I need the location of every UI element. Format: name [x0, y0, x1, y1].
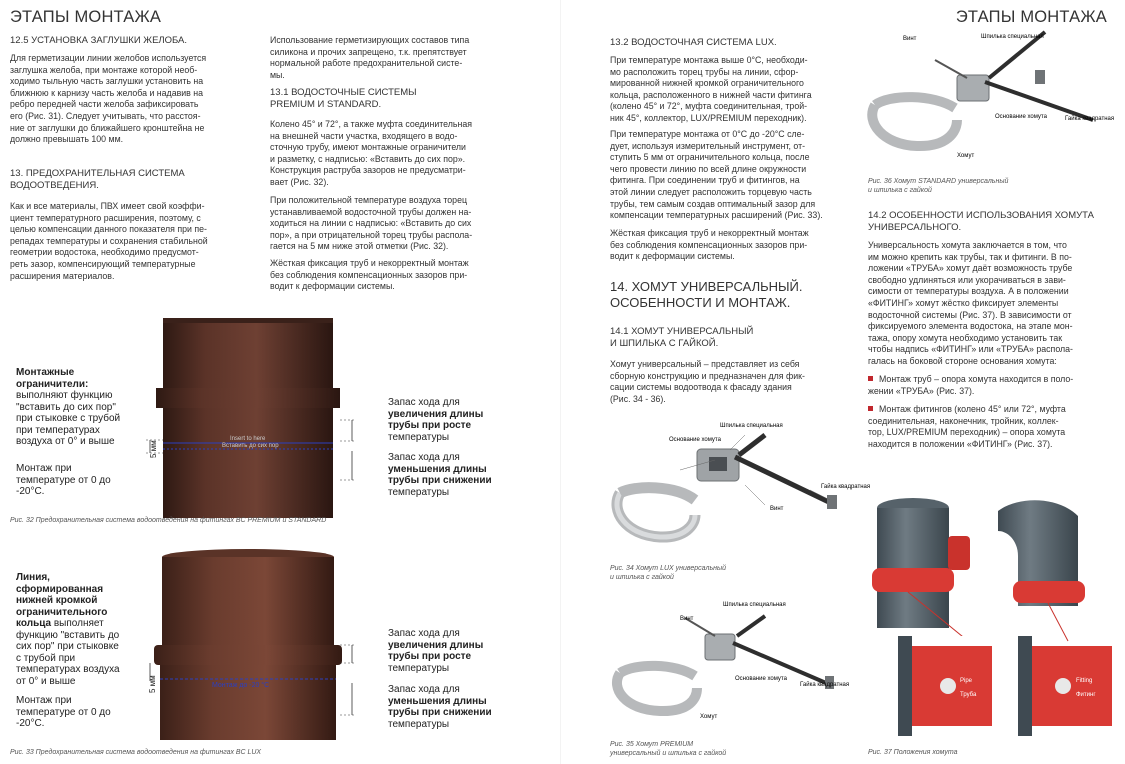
label-fitting-en: Fitting [1076, 678, 1093, 684]
para-13-1-c: Жёсткая фиксация труб и некорректный монтаж без соблюдения компенсационных зазоров при- водит к деформации системы. [270, 258, 469, 292]
clamp-base [957, 75, 989, 101]
clamp-ring [872, 105, 957, 146]
fitting-upper-body [163, 318, 333, 388]
heading-14-2: 14.2 ОСОБЕННОСТИ ИСПОЛЬЗОВАНИЯ ХОМУТА УНИВЕРСАЛЬНОГО. [868, 210, 1094, 233]
pipe-body [160, 665, 336, 740]
fig32-caption: Рис. 32 Предохранительная система водоотведения на фитингах ВС PREMIUM и STANDARD [10, 517, 327, 524]
label-screw: Винт [770, 506, 784, 512]
label-clamp: Хомут [957, 153, 975, 159]
para-14-1: Хомут универсальный – представляет из себя сборную конструкцию и предназначен для фик- сации системы водоотвода к фасаду здания (Рис. 34 - 36). [610, 359, 805, 404]
para-13-1-a: Колено 45° и 72°, а также муфта соединительная на внешней части участка, входящего в водо- сточную трубу, имеют монтажные ограничители и разметку, с надписью: «Вставить до сих пор». Конструкция раструба зазоров не предусматри- вает (Рис. 32). [270, 119, 472, 187]
label-stud: Шпилька специальная [723, 602, 786, 608]
fig34-illustration [605, 415, 871, 565]
label-base: Основание хомута [735, 676, 787, 682]
screw [935, 60, 967, 78]
para-13-1-b: При положительной температуре воздуха торец устанавливаемой водосточной трубы должен на- ходиться на линии с надписью: «Вставить до сих пор», а при отрицательной торец трубы располa- гается на 5 мм ниже этой отметки (Рис. 32). [270, 195, 473, 252]
bullet-icon [868, 376, 873, 381]
fig32-right-top: Запас хода для увеличения длины трубы при росте температуры [388, 397, 484, 443]
fig33-left-label2: Монтаж при температуре от 0 до -20°С. [16, 695, 111, 729]
heading-13: 13. ПРЕДОХРАНИТЕЛЬНАЯ СИСТЕМА ВОДООТВЕДЕНИЯ. [10, 168, 185, 191]
dim-5mm: 5 мм [149, 440, 158, 458]
pipe-body [163, 408, 333, 518]
zoom-fitting [1032, 646, 1112, 726]
heading-14-1: 14.1 ХОМУТ УНИВЕРСАЛЬНЫЙ И ШПИЛЬКА С ГАЙКОЙ. [610, 326, 754, 349]
fig33-right-bottom: Запас хода для уменьшения длины трубы при снижении температуры [388, 684, 492, 730]
para-14-2: Универсальность хомута заключается в том, что им можно крепить как трубы, так и фитинги. В по- ложении «ТРУБА» хомут даёт возможность трубе свободно удлиняться или укорачиваться в зави- симости от температуры воздуха. А в положении «ФИТИНГ» хомут жёстко фиксирует элементы водосточной системы (Рис. 37). В зависимости от фиксируемого элемента водостока, на этапе мон- тажа, опору хомута необходимо установить так чтобы надпись «ФИТИНГ» или «ТРУБА» распола- галась на боковой стороне основания хомута: [868, 240, 1073, 366]
heading-14: 14. ХОМУТ УНИВЕРСАЛЬНЫЙ. ОСОБЕННОСТИ И МОНТАЖ. [610, 279, 803, 310]
square-nut [827, 495, 837, 509]
clamp-fitting [1013, 581, 1085, 603]
para-13-2-a: При температуре монтажа выше 0°С, необходи- мо расположить торец трубы на линии, сфор- мированной нижней кромкой ограничительного кольца, расположенного в нижней части фитинга (колено 45° и 72°, муфта соединительная, трой- ник 45°, коллектор, LUX/PREMIUM переходник). [610, 55, 812, 123]
fig32-left-label: Монтажные ограничители: выполняют функцию "вставить до сих пор" при стыковке с трубой при температурах воздуха от 0° и выше [16, 367, 121, 447]
square-nut [1035, 70, 1045, 84]
label-screw: Винт [903, 36, 917, 42]
left-page-header: ЭТАПЫ МОНТАЖА [10, 8, 162, 26]
label-stud: Шпилька специальная [981, 34, 1044, 40]
label-nut: Гайка квадратная [800, 682, 850, 688]
label-nut: Гайка квадратная [821, 484, 871, 490]
fig35-illustration [605, 598, 860, 738]
label-base: Основание хомута [669, 437, 721, 443]
label-base: Основание хомута [995, 114, 1047, 120]
limiter-ring [154, 645, 342, 665]
para-sealants: Использование герметизирующих составов типа силикона и прочих запрещено, т.к. препятствует нормальной работе предохранительной систе- мы. [270, 35, 470, 80]
fig32-left-label2: Монтаж при температуре от 0 до -20°С. [16, 463, 111, 497]
label-nut: Гайка квадратная [1065, 116, 1115, 122]
fitting-lower-ring [156, 388, 340, 408]
label-pipe-ru: Труба [960, 692, 977, 698]
para-13: Как и все материалы, ПВХ имеет свой коэффи- циент температурного расширения, поэтому, с целью компенсации данного показателя при пе- репадах температуры и сохранения стабильной геометрии водостока, необходимо предусмот- реть зазор, компенсирующий температурные расширения материалов. [10, 201, 208, 281]
fig37-illustration [868, 486, 1118, 746]
fig32-right-bottom: Запас хода для уменьшения длины трубы при снижении температуры [388, 452, 492, 498]
page-spread-divider [560, 0, 561, 764]
pipe-text-insert: Insert to here [230, 436, 266, 442]
label-stud: Шпилька специальная [720, 423, 783, 429]
clamp-pipe [872, 568, 954, 592]
fitting-body [162, 557, 334, 645]
fig34-caption: Рис. 34 Хомут LUX универсальный и шпилька с гайкой [610, 565, 727, 581]
pipe-text-vstavit: Вставить до сих пор [222, 443, 279, 449]
heading-13-2: 13.2 ВОДОСТОЧНАЯ СИСТЕМА LUX. [610, 37, 777, 48]
label-screw: Винт [680, 616, 694, 622]
dim-5mm: 5 мм [148, 675, 157, 693]
pipe-text-montazh: Монтаж до -20 °С [212, 682, 270, 689]
label-clamp: Хомут [700, 714, 718, 720]
fig36-illustration [865, 20, 1120, 170]
clamp-base [705, 634, 735, 660]
right-page-header: ЭТАПЫ МОНТАЖА [955, 8, 1107, 26]
fig33-right-top: Запас хода для увеличения длины трубы при росте температуры [388, 628, 484, 674]
bullet-pipe: Монтаж труб – опора хомута находится в поло- жении «ТРУБА» (Рис. 37). [868, 374, 1074, 396]
para-13-2-b: При температуре монтажа от 0°С до -20°С сле- дует, используя измерительный инструмент, от- ступить 5 мм от ограничительного кольца, после чего провести линию по всей длине окружности фитинга. При соединении труб и фитингов, на этой линии следует расположить торцевую часть трубы, тем самым создав оптимальный зазор для компенсации температурных расширений (Рис. 33). [610, 129, 823, 221]
fig36-caption: Рис. 36 Хомут STANDARD универсальный и шпилька с гайкой [868, 178, 1009, 194]
heading-13-1: 13.1 ВОДОСТОЧНЫЕ СИСТЕМЫ PREMIUM И STANDARD. [270, 87, 417, 110]
fig37-caption: Рис. 37 Положения хомута [868, 749, 958, 756]
bullet-fitting: Монтаж фитингов (колено 45° или 72°, муфта соединительная, наконечник, тройник, коллек- тор, LUX/PREMIUM переходник) – опора хомута находится в положении «ФИТИНГ» (Рис. 37). [868, 404, 1066, 449]
label-fitting-ru: Фитинг [1076, 692, 1096, 698]
clamp-ring [617, 673, 697, 711]
fig33-caption: Рис. 33 Предохранительная система водоотведения на фитингах ВС LUX [10, 749, 262, 756]
label-pipe-en: Pipe [960, 678, 973, 684]
stud [735, 457, 835, 505]
para-13-2-c: Жёсткая фиксация труб и некорректный монтаж без соблюдения компенсационных зазоров при- водит к деформации системы. [610, 228, 809, 262]
para-12-5: Для герметизации линии желобов используется заглушка желоба, при монтаже которой необ- ходимо тыльную часть заглушки установить на ближнюю к карнизу часть желоба и надавив на ребро передней части желоба зафиксировать его (Рис. 31). Следует учитывать, что расстоя- ние от заглушки до ближайшего кронштейна не должно превышать 100 мм. [10, 53, 207, 145]
fig35-caption: Рис. 35 Хомут PREMIUM универсальный и шпилька с гайкой [610, 741, 727, 757]
bullet-icon [868, 406, 873, 411]
heading-12-5: 12.5 УСТАНОВКА ЗАГЛУШКИ ЖЕЛОБА. [10, 35, 188, 46]
fig33-left-label: Линия, сформированная нижней кромкой ограничительного кольца выполняет функцию "вставить до сих пор" при стыковке с трубой при температурах воздуха от 0° и выше [16, 572, 120, 687]
